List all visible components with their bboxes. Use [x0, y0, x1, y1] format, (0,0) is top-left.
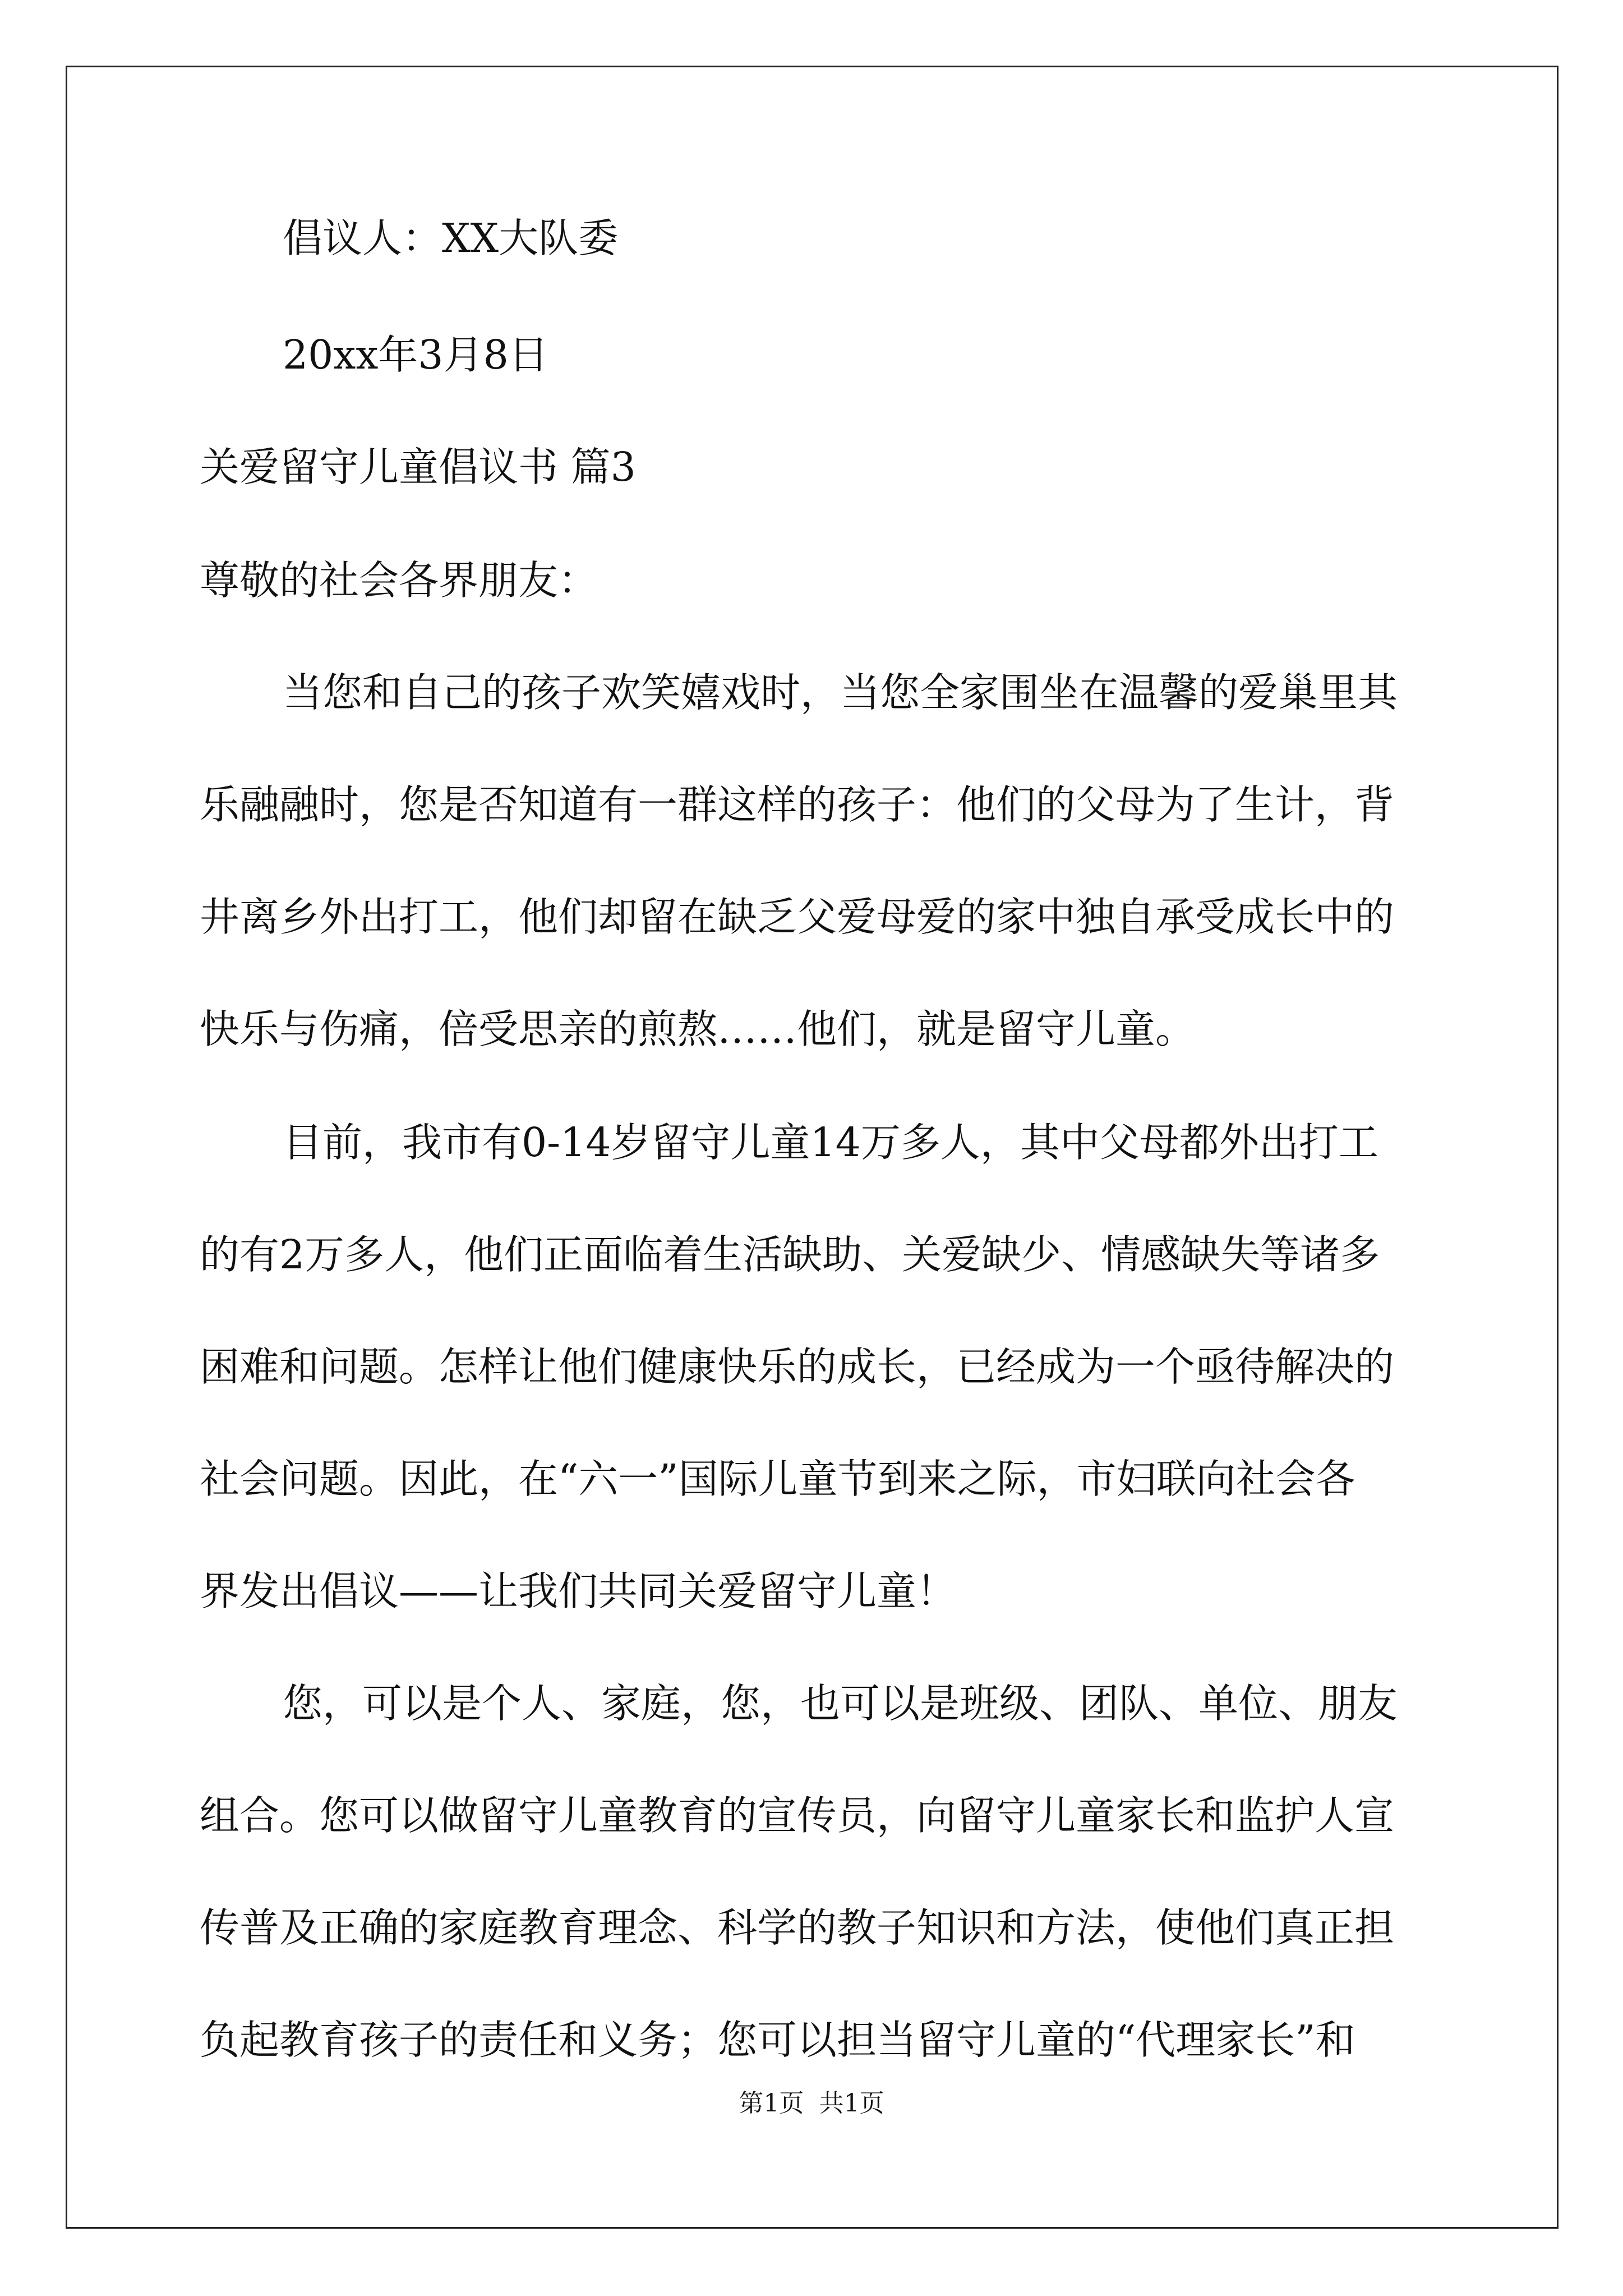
paragraph-1-line-2: 乐融融时，您是否知道有一群这样的孩子：他们的父母为了生计，背: [200, 781, 1395, 828]
paragraph-1-line-1: 当您和自己的孩子欢笑嬉戏时，当您全家围坐在温馨的爱巢里其: [283, 669, 1398, 716]
page-footer: 第1页 共1页: [739, 2089, 884, 2118]
paragraph-2-line-3: 困难和问题。怎样让他们健康快乐的成长，已经成为一个亟待解决的: [200, 1343, 1395, 1390]
date-line: 20xx年3月8日: [283, 332, 548, 378]
paragraph-3-line-3: 传普及正确的家庭教育理念、科学的教子知识和方法，使他们真正担: [200, 1904, 1395, 1951]
salutation: 尊敬的社会各界朋友：: [200, 557, 598, 604]
paragraph-2-line-2: 的有2万多人，他们正面临着生活缺助、关爱缺少、情感缺失等诸多: [200, 1231, 1380, 1278]
paragraph-3-line-2: 组合。您可以做留守儿童教育的宣传员，向留守儿童家长和监护人宣: [200, 1792, 1395, 1839]
paragraph-2-line-1: 目前，我市有0-14岁留守儿童14万多人，其中父母都外出打工: [283, 1119, 1378, 1166]
signature-line: 倡议人：XX大队委: [283, 215, 619, 261]
paragraph-1-line-3: 井离乡外出打工，他们却留在缺乏父爱母爱的家中独自承受成长中的: [200, 894, 1395, 940]
paragraph-3-line-4: 负起教育孩子的责任和义务；您可以担当留守儿童的“代理家长”和: [200, 2017, 1355, 2063]
section-title: 关爱留守儿童倡议书 篇3: [200, 444, 636, 490]
paragraph-1-line-4: 快乐与伤痛，倍受思亲的煎熬……他们，就是留守儿童。: [200, 1006, 1196, 1052]
paragraph-3-line-1: 您，可以是个人、家庭，您，也可以是班级、团队、单位、朋友: [283, 1680, 1398, 1727]
paragraph-2-line-4: 社会问题。因此，在“六一”国际儿童节到来之际，市妇联向社会各: [200, 1456, 1355, 1502]
paragraph-2-line-5: 界发出倡议——让我们共同关爱留守儿童！: [200, 1568, 957, 1614]
